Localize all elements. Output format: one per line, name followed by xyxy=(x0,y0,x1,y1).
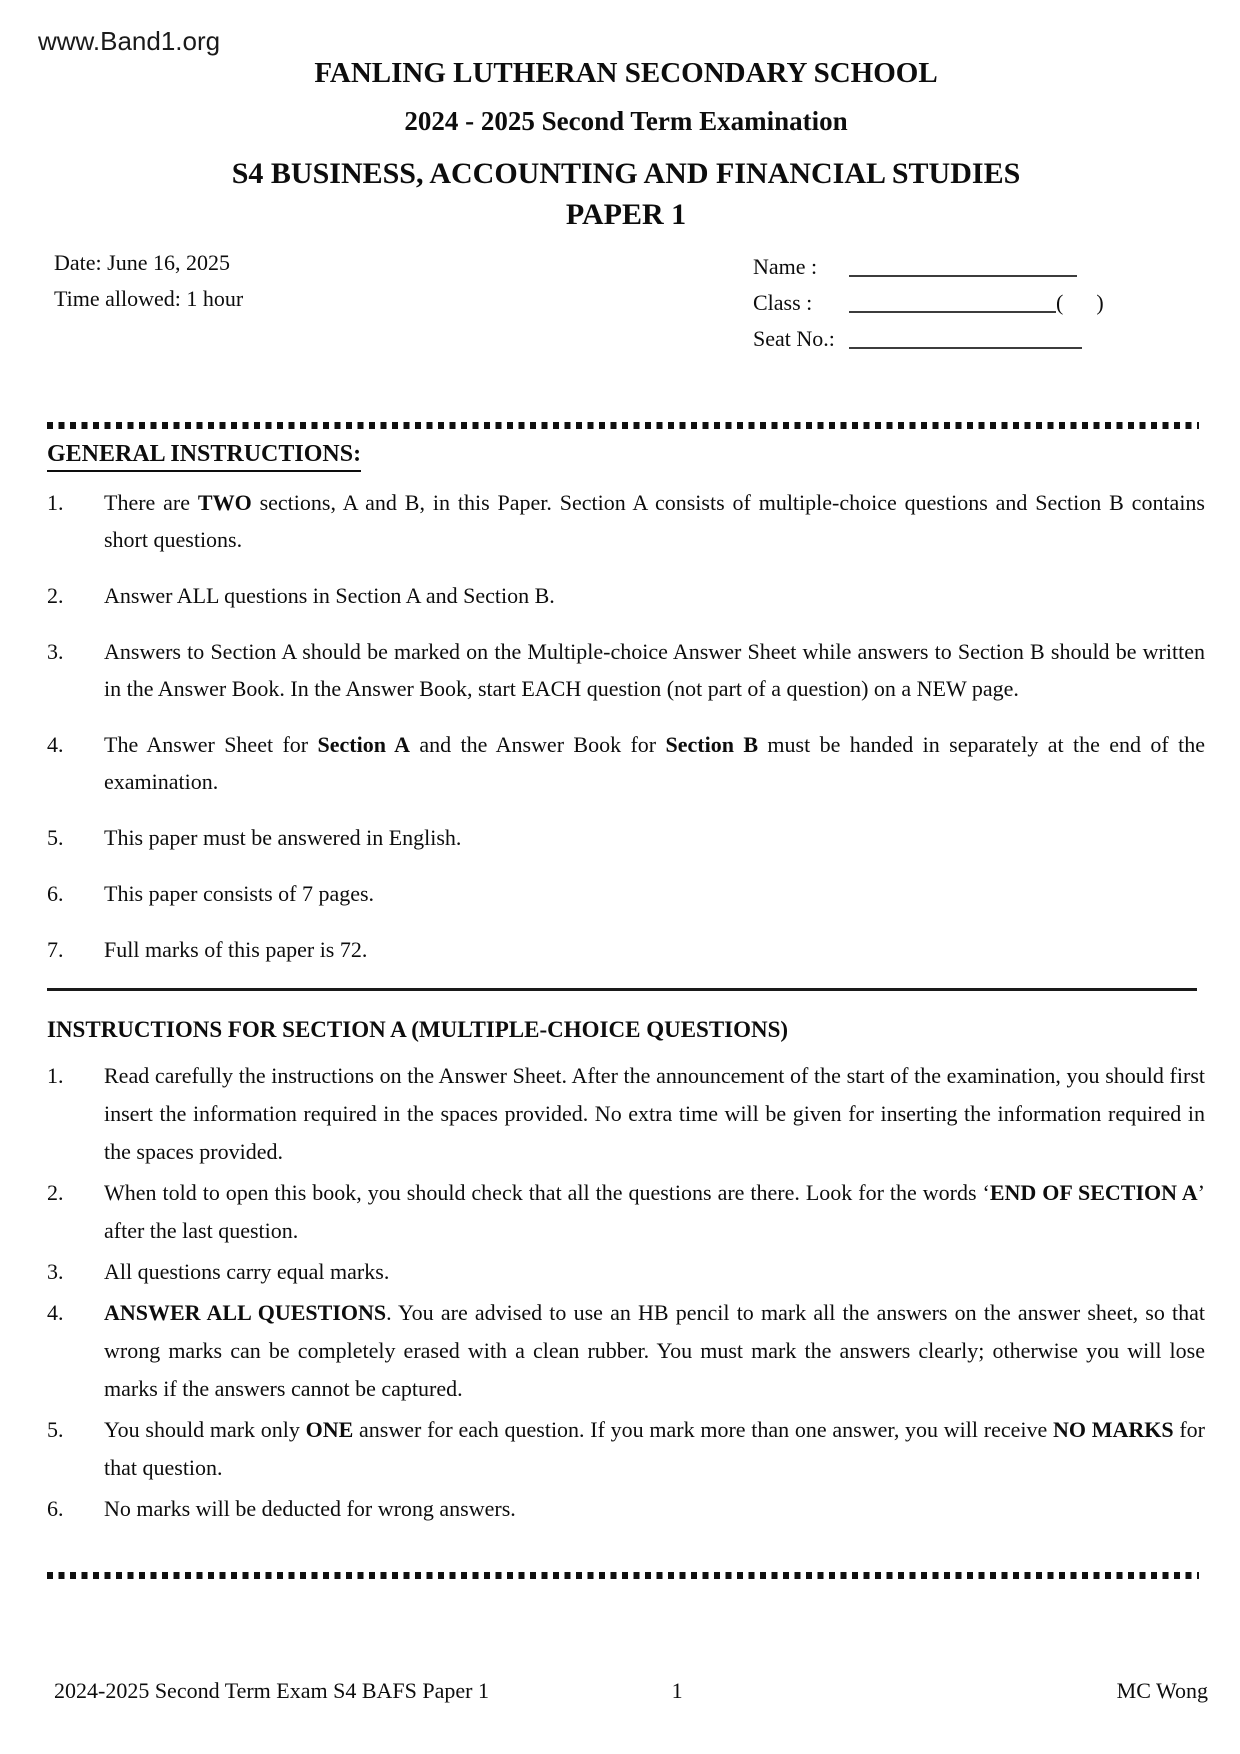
exam-info-block xyxy=(47,248,1205,356)
footer-exam-title: 2024-2025 Second Term Exam S4 BAFS Paper 1 xyxy=(54,1678,489,1703)
instruction-item xyxy=(47,1411,1205,1487)
footer-author: MC Wong xyxy=(1116,1678,1208,1703)
item-number: 4. xyxy=(47,1300,64,1325)
item-number: 6. xyxy=(47,881,64,906)
item-text: Answers to Section A should be marked on the Multiple-choice Answer Sheet while answers to Section B should be written in the Answer Book. In the Answer Book, start EACH question (not part of a question) on a NEW page. xyxy=(104,639,1205,701)
student-fields xyxy=(753,248,1205,356)
item-text: There are TWO sections, A and B, in this Paper. Section A consists of multiple-choice questions and Section B contains short questions. xyxy=(104,490,1205,552)
item-number: 5. xyxy=(47,1417,64,1442)
section-divider-rule xyxy=(47,988,1197,991)
class-label: Class : xyxy=(753,290,813,315)
subject-title: S4 BUSINESS, ACCOUNTING AND FINANCIAL STUDIES xyxy=(231,157,1021,190)
seat-field-row xyxy=(753,320,1205,356)
item-text: This paper consists of 7 pages. xyxy=(104,881,375,906)
time-allowed-label: Time allowed: 1 hour xyxy=(54,286,244,311)
instruction-item xyxy=(47,633,1205,707)
item-text: No marks will be deducted for wrong answers. xyxy=(104,1496,516,1521)
item-number: 3. xyxy=(47,1259,64,1284)
top-dotted-divider xyxy=(47,422,1199,429)
item-number: 7. xyxy=(47,937,64,962)
item-number: 6. xyxy=(47,1496,64,1521)
school-name: FANLING LUTHERAN SECONDARY SCHOOL xyxy=(314,57,938,89)
instruction-item xyxy=(47,819,1205,856)
item-number: 2. xyxy=(47,1180,64,1205)
instruction-item xyxy=(47,931,1205,968)
item-text: Full marks of this paper is 72. xyxy=(104,937,368,962)
item-text: This paper must be answered in English. xyxy=(104,825,462,850)
item-text: The Answer Sheet for Section A and the Answer Book for Section B must be handed in separately at the end of the examination. xyxy=(104,732,1205,794)
seat-no-label: Seat No.: xyxy=(753,326,835,351)
watermark-text: www.Band1.org xyxy=(38,26,221,56)
item-number: 1. xyxy=(47,1063,64,1088)
instruction-item xyxy=(47,577,1205,614)
item-text: All questions carry equal marks. xyxy=(104,1259,390,1284)
general-instructions-heading-text: GENERAL INSTRUCTIONS: xyxy=(47,439,361,472)
item-number: 4. xyxy=(47,732,64,757)
item-number: 3. xyxy=(47,639,64,664)
date-row xyxy=(54,248,753,284)
exam-info-left xyxy=(47,248,753,356)
instruction-item xyxy=(47,1253,1205,1291)
footer-page-number: 1 xyxy=(671,1678,683,1703)
date-label: Date: June 16, 2025 xyxy=(54,250,230,275)
item-text: Answer ALL questions in Section A and Section B. xyxy=(104,583,555,608)
page-footer xyxy=(54,1678,1208,1704)
instruction-item xyxy=(47,1294,1205,1408)
name-label: Name : xyxy=(753,254,818,279)
item-number: 5. xyxy=(47,825,64,850)
time-allowed-row xyxy=(54,284,753,320)
item-number: 1. xyxy=(47,490,64,515)
instruction-item xyxy=(47,1490,1205,1528)
general-instructions-heading xyxy=(47,439,1205,472)
item-text: You should mark only ONE answer for each question. If you mark more than one answer, you will receive NO MARKS for that question. xyxy=(104,1417,1205,1480)
item-text: ANSWER ALL QUESTIONS. You are advised to use an HB pencil to mark all the answers on the answer sheet, so that wrong marks can be completely erased with a clean rubber. You must mark the answers clearly; otherwise you will lose marks if the answers cannot be captured. xyxy=(104,1300,1205,1401)
item-text: When told to open this book, you should check that all the questions are there. Look for the words ‘END OF SECTION A’ after the last question. xyxy=(104,1180,1205,1243)
instruction-item xyxy=(47,726,1205,800)
instruction-item xyxy=(47,1174,1205,1250)
item-text: Read carefully the instructions on the Answer Sheet. After the announcement of the start of the examination, you should first insert the information required in the spaces provided. No extra time will be given for inserting the information required in the spaces provided. xyxy=(104,1063,1205,1164)
item-number: 2. xyxy=(47,583,64,608)
section-a-instructions-heading: INSTRUCTIONS FOR SECTION A (MULTIPLE-CHOICE QUESTIONS) xyxy=(47,1017,789,1042)
class-number-parentheses: ( ) xyxy=(1056,290,1104,315)
instruction-item xyxy=(47,875,1205,912)
section-a-instructions-list xyxy=(47,1057,1205,1528)
paper-number-title: PAPER 1 xyxy=(565,198,687,231)
bottom-dotted-divider xyxy=(47,1572,1199,1579)
class-blank-line xyxy=(849,287,1056,313)
general-instructions-list xyxy=(47,484,1205,968)
instruction-item xyxy=(47,484,1205,558)
class-field-row xyxy=(753,284,1205,320)
name-field-row xyxy=(753,248,1205,284)
instruction-item xyxy=(47,1057,1205,1171)
exam-term-title: 2024 - 2025 Second Term Examination xyxy=(404,106,848,136)
name-blank-line xyxy=(849,251,1077,277)
seat-blank-line xyxy=(849,323,1082,349)
